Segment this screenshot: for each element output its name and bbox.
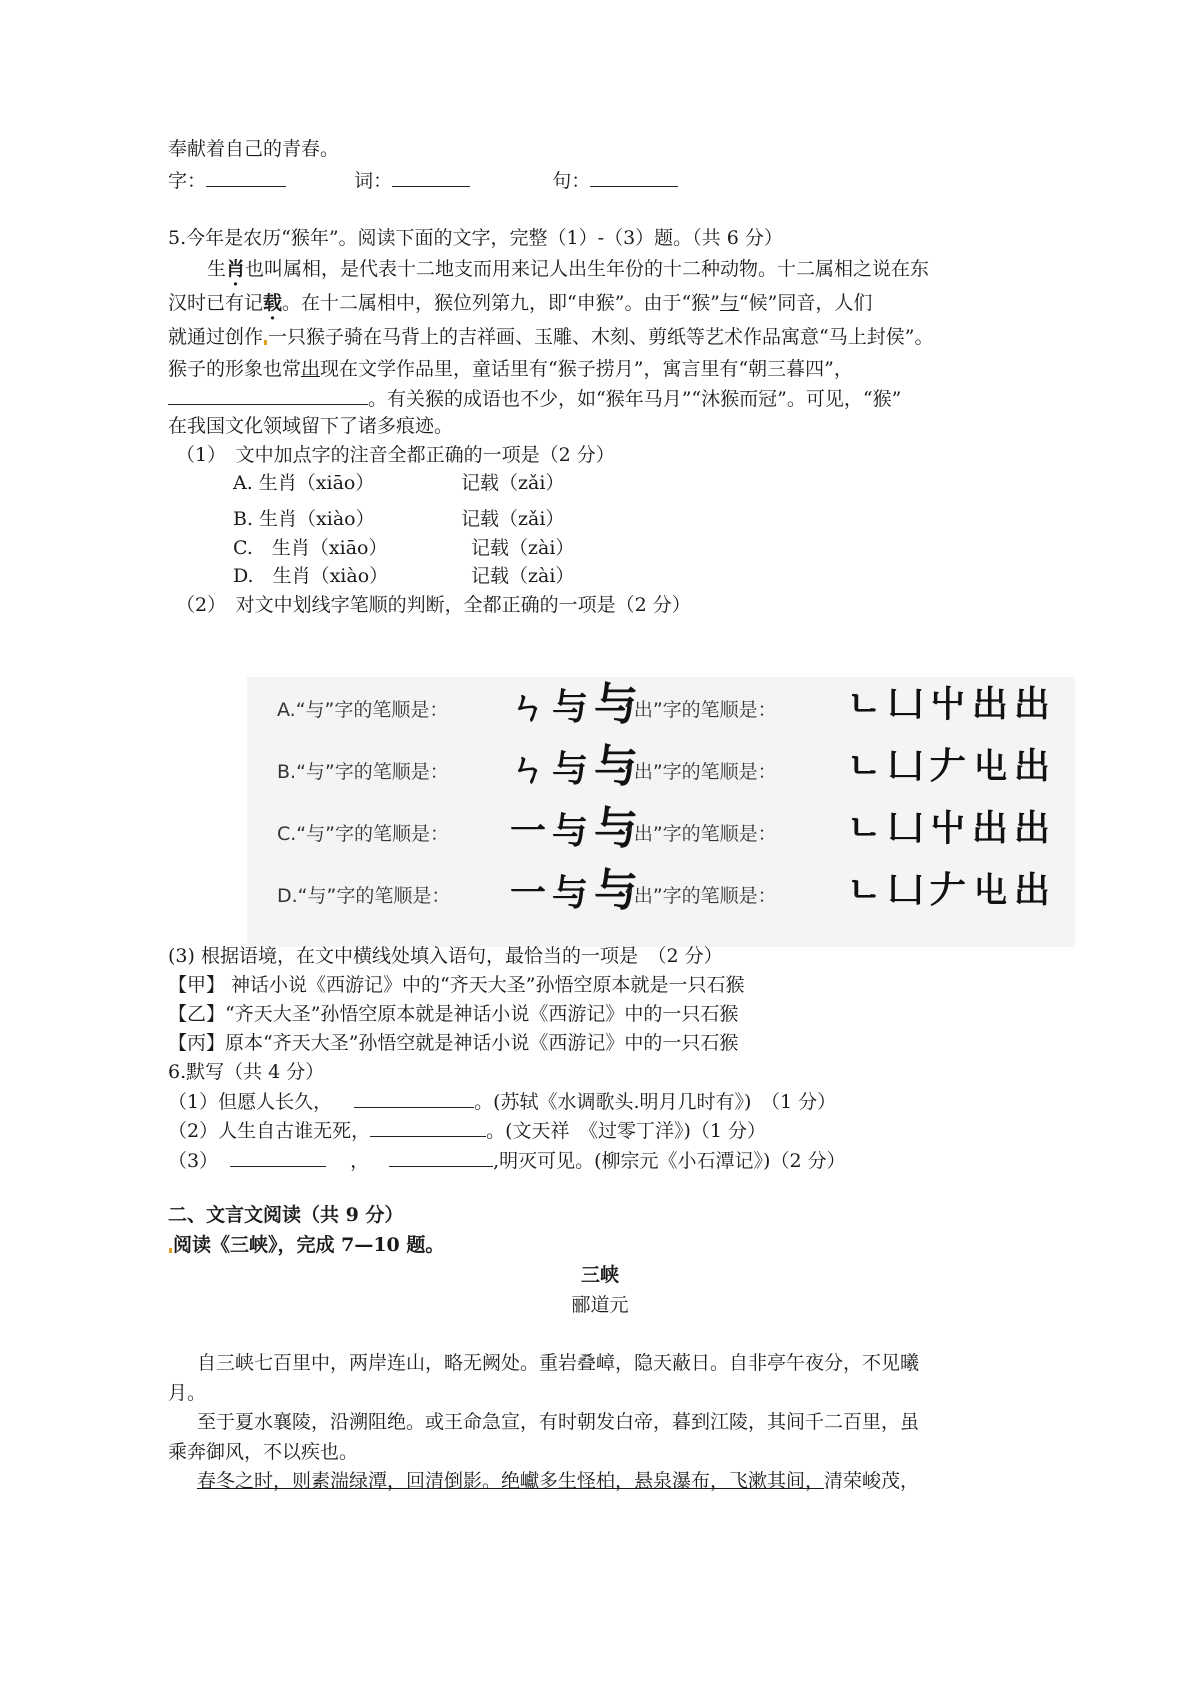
option-jia[interactable]: 【甲】 神话小说《西游记》中的“齐天大圣”孙悟空原本就是一只石猴 (168, 974, 745, 996)
section-heading: 二、文言文阅读（共 9 分） (168, 1204, 404, 1226)
dotted-char: 载 (263, 292, 283, 314)
text: D. 生肖（xiào） (233, 565, 389, 587)
marker (264, 340, 267, 345)
stroke-glyph: 与 (594, 865, 639, 916)
label-ci: 词： (354, 170, 393, 192)
passage-line (168, 386, 901, 412)
text: 清荣峻茂， (824, 1470, 920, 1492)
stroke-glyph: 凵 (887, 684, 924, 725)
row-label: “出”字的笔顺是： (624, 823, 777, 845)
passage-line (168, 290, 872, 316)
text: A. 生肖（xiāo） (233, 472, 375, 494)
row-label: D.“与”字的笔顺是： (277, 885, 451, 907)
text: （1）但愿人长久， (168, 1091, 333, 1113)
chu-stroke-sequence (847, 743, 1056, 791)
section-instruction (168, 1232, 444, 1258)
answer-blank[interactable] (230, 1148, 326, 1167)
option-b-second: 记载（zǎi） (461, 508, 565, 530)
passage-line (207, 256, 929, 282)
answer-blank[interactable] (168, 386, 368, 405)
option-yi[interactable]: 【乙】“齐天大圣”孙悟空原本就是神话小说《西游记》中的一只石猴 (168, 1003, 739, 1025)
marker (169, 1248, 172, 1253)
stroke-glyph: 凵 (887, 746, 924, 787)
row-label: B.“与”字的笔顺是： (277, 761, 449, 783)
text: “候”同音，人们 (738, 292, 873, 314)
label-ju: 句： (552, 170, 591, 192)
stroke-glyph: 出 (1013, 746, 1050, 787)
answer-blank[interactable] (370, 1118, 486, 1137)
passage-line (168, 356, 853, 382)
stroke-glyph: 屮 (929, 808, 966, 849)
stroke-glyph: ㄴ (847, 746, 882, 787)
answer-blank[interactable] (354, 1089, 474, 1108)
text: B. 生肖（xiào） (233, 508, 375, 530)
text: 。在十二属相中，猴位列第九，即“申猴”。由于“猴” (282, 292, 720, 314)
text: ,明灭可见。(柳宗元《小石潭记》)（2 分） (493, 1150, 846, 1172)
stroke-glyph: 凵 (887, 870, 924, 911)
text-line: 奉献着自己的青春。 (168, 138, 340, 160)
poem-author: 郦道元 (571, 1294, 629, 1316)
passage-line: 月。 (168, 1382, 207, 1404)
recite-line (168, 1089, 836, 1115)
stroke-order-figure (247, 677, 1075, 947)
figure-row-b[interactable] (247, 739, 1075, 799)
recite-line (168, 1148, 846, 1174)
text: 一只猴子骑在马背上的吉祥画、玉雕、木刻、剪纸等艺术作品寓意“马上封侯”。 (268, 326, 934, 348)
text: （3） (168, 1150, 219, 1172)
dotted-char: 肖 (226, 258, 246, 280)
sub-question: （2） 对文中划线字笔顺的判断，全都正确的一项是（2 分） (176, 594, 691, 616)
stroke-glyph: 与 (594, 679, 639, 730)
answer-blank[interactable] (206, 168, 286, 187)
row-label: “出”字的笔顺是： (624, 761, 777, 783)
stroke-glyph: ㄴ (847, 684, 882, 725)
question-title: 6.默写（共 4 分） (168, 1061, 325, 1083)
underlined-char: 出 (301, 358, 321, 380)
passage-line: 自三峡七百里中，两岸连山，略无阙处。重岩叠嶂，隐天蔽日。自非亭午夜分，不见曦 (197, 1352, 920, 1374)
option-a[interactable] (233, 470, 374, 496)
answer-blank[interactable] (389, 1148, 493, 1167)
text: 。(苏轼《水调歌头.明月几时有》) （1 分） (474, 1091, 837, 1113)
stroke-glyph: 一 (510, 873, 547, 914)
text: 生 (207, 258, 227, 280)
text: 阅读《三峡》，完成 7—10 题。 (173, 1234, 445, 1256)
option-c-second: 记载（zài） (471, 537, 575, 559)
stroke-glyph: 与 (552, 749, 589, 790)
answer-blank[interactable] (392, 168, 470, 187)
text: C. 生肖（xiāo） (233, 537, 388, 559)
text: 就通过创作 (168, 326, 264, 348)
chu-stroke-sequence (847, 805, 1056, 853)
text: 现在文学作品里，童话里有“猴子捞月”，寓言里有“朝三暮四”， (320, 358, 853, 380)
stroke-glyph: 凵 (887, 808, 924, 849)
stroke-glyph: 与 (594, 803, 639, 854)
underlined-text: 春冬之时，则素湍绿潭，回清倒影。绝巘多生怪柏，悬泉瀑布，飞漱其间， (197, 1470, 825, 1492)
stroke-glyph: 出 (1013, 870, 1050, 911)
passage-line: 乘奔御风，不以疾也。 (168, 1441, 359, 1463)
sub-question: (3) 根据语境，在文中横线处填入语句，最恰当的一项是 （2 分） (168, 945, 723, 967)
text: 猴子的形象也常 (168, 358, 302, 380)
label-zi: 字： (168, 170, 207, 192)
passage-line: 在我国文化领域留下了诸多痕迹。 (168, 415, 454, 437)
row-label: A.“与”字的笔顺是： (277, 699, 449, 721)
underlined-char: 与 (719, 292, 739, 314)
option-d[interactable] (233, 563, 388, 589)
stroke-glyph: ㄣ (510, 687, 547, 728)
stroke-glyph: 出 (971, 808, 1008, 849)
option-d-second: 记载（zài） (471, 565, 575, 587)
text: ， (350, 1150, 370, 1172)
option-a-second: 记载（zǎi） (461, 472, 565, 494)
passage-line: 至于夏水襄陵，沿溯阻绝。或王命急宣，有时朝发白帝，暮到江陵，其间千二百里，虽 (197, 1411, 920, 1433)
option-c[interactable] (233, 535, 387, 561)
figure-row-d[interactable] (247, 863, 1075, 923)
stroke-glyph: 𡳾 (971, 746, 1008, 787)
row-label: “出”字的笔顺是： (624, 885, 777, 907)
stroke-glyph: ㄴ (847, 870, 882, 911)
row-label: “出”字的笔顺是： (624, 699, 777, 721)
chu-stroke-sequence (847, 681, 1056, 729)
stroke-glyph: 𡳾 (971, 870, 1008, 911)
text: 汉时已有记 (168, 292, 264, 314)
stroke-glyph: 与 (594, 741, 639, 792)
stroke-glyph: 𠂇 (929, 870, 966, 911)
figure-row-a[interactable] (247, 677, 1075, 737)
stroke-glyph: 𠂇 (929, 746, 966, 787)
answer-blank[interactable] (590, 168, 678, 187)
text: 。(文天祥 《过零丁洋》)（1 分） (486, 1120, 767, 1142)
option-b[interactable] (233, 506, 375, 532)
stroke-glyph: 与 (552, 811, 589, 852)
question-title: 5.今年是农历“猴年”。阅读下面的文字，完整（1）-（3）题。（共 6 分） (168, 227, 783, 249)
stroke-glyph: 一 (510, 811, 547, 852)
recite-line (168, 1118, 766, 1144)
stroke-glyph: ㄴ (847, 808, 882, 849)
stroke-glyph: 出 (1013, 684, 1050, 725)
blank-row (168, 168, 678, 194)
sub-question: （1） 文中加点字的注音全都正确的一项是（2 分） (176, 444, 615, 466)
text: 也叫属相，是代表十二地支而用来记人出生年份的十二种动物。十二属相之说在东 (245, 258, 930, 280)
stroke-glyph: 与 (552, 873, 589, 914)
option-bing[interactable]: 【丙】原本“齐天大圣”孙悟空就是神话小说《西游记》中的一只石猴 (168, 1032, 739, 1054)
stroke-glyph: 出 (971, 684, 1008, 725)
stroke-glyph: 屮 (929, 684, 966, 725)
passage-line (168, 324, 933, 350)
stroke-glyph: 与 (552, 687, 589, 728)
poem-title: 三峡 (580, 1264, 619, 1286)
text: 。有关猴的成语也不少，如“猴年马月”“沐猴而冠”。可见，“猴” (368, 388, 902, 410)
stroke-glyph: ㄣ (510, 749, 547, 790)
stroke-glyph: 出 (1013, 808, 1050, 849)
text: （2）人生自古谁无死， (168, 1120, 371, 1142)
chu-stroke-sequence (847, 867, 1056, 915)
passage-line (197, 1468, 919, 1494)
figure-row-c[interactable] (247, 801, 1075, 861)
row-label: C.“与”字的笔顺是： (277, 823, 449, 845)
